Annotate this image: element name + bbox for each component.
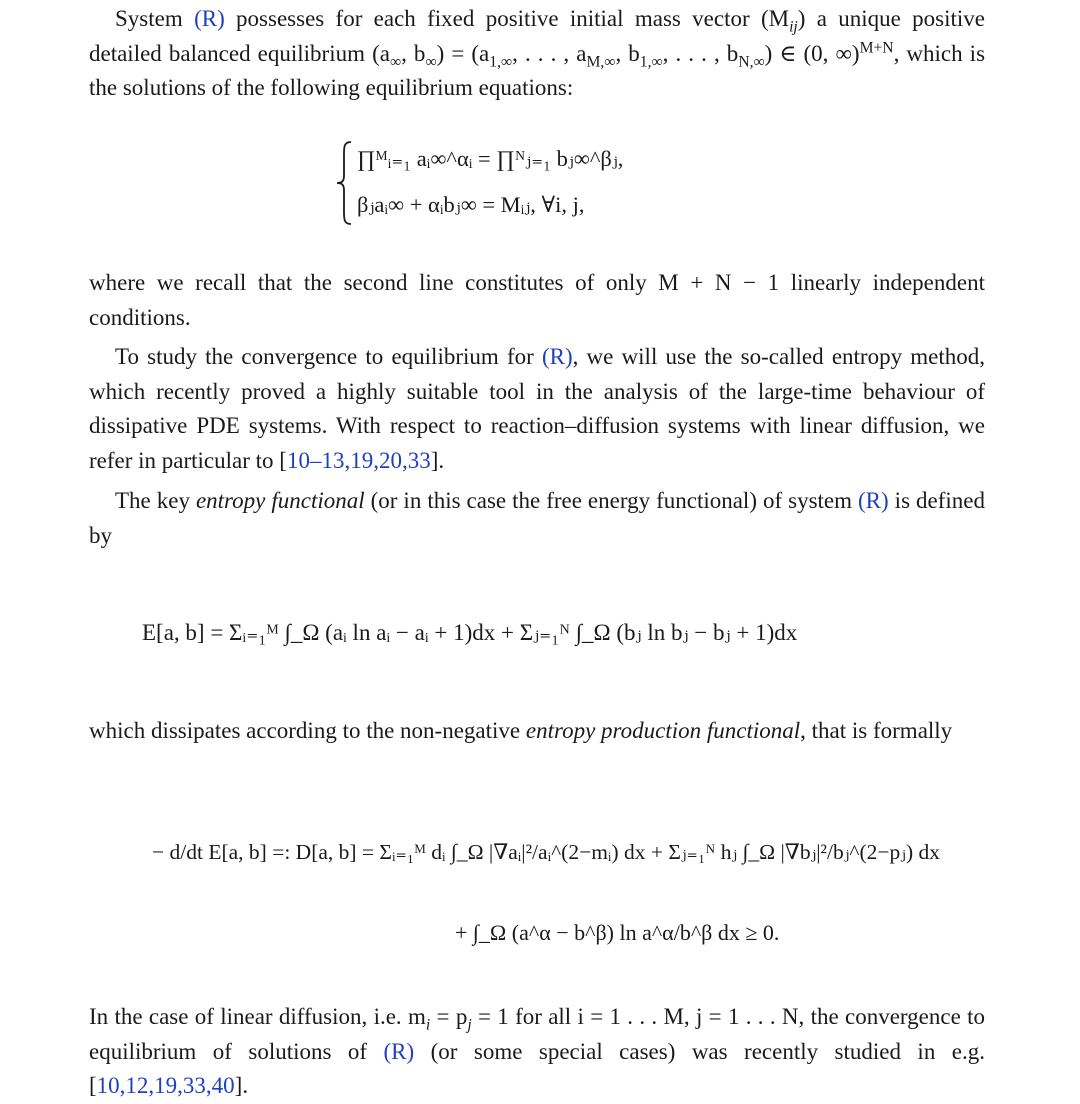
system-R-link[interactable]: (R): [541, 344, 573, 369]
text: ].: [430, 447, 445, 473]
subscript: 1,∞: [639, 53, 663, 71]
equation-line-2: βⱼaᵢ∞ + αᵢbⱼ∞ = Mᵢⱼ, ∀i, j,: [357, 192, 585, 217]
subscript: 1,∞: [489, 53, 513, 71]
text: The key: [115, 488, 196, 513]
subscript: ∞: [389, 53, 402, 71]
text: , . . . , b: [662, 40, 739, 66]
text: possesses for each fixed positive initial mass vector (M: [224, 6, 790, 31]
emphasis: entropy production functional: [525, 718, 801, 743]
system-R-link[interactable]: (R): [194, 6, 225, 31]
text: (or in this case the free energy functional) of system: [364, 488, 859, 513]
subscript: M,∞: [586, 53, 616, 71]
text: , that is formally: [800, 718, 953, 743]
text: ].: [234, 1073, 249, 1098]
citation-link[interactable]: 10–13,19,20,33: [286, 447, 431, 473]
text: (or some special cases) was recently studied in e.g. [: [89, 1038, 985, 1098]
text: , . . . , a: [512, 40, 587, 66]
emphasis: entropy functional: [195, 488, 365, 513]
text: System: [115, 6, 195, 31]
text: To study the convergence to equilibrium for: [115, 344, 542, 369]
equation-entropy-production-line-2: + ∫_Ω (a^α − b^β) ln a^α/b^β dx ≥ 0.: [455, 920, 780, 945]
paragraph-entropy-functional: [89, 484, 985, 553]
subscript: N,∞: [738, 53, 765, 71]
system-R-link[interactable]: (R): [383, 1038, 415, 1064]
subscript: ij: [789, 18, 798, 36]
equation-entropy-production-line-1: − d/dt E[a, b] =: D[a, b] = Σᵢ₌₁ᴹ dᵢ ∫_Ω |∇aᵢ|²/aᵢ^(2−mᵢ) dx + Σⱼ₌₁ᴺ hⱼ ∫_Ω |∇bⱼ|²/bⱼ^(2−pⱼ) dx: [152, 840, 940, 864]
paragraph-linear-conditions: where we recall that the second line constitutes of only M + N − 1 linearly independent conditions.: [89, 270, 985, 330]
text: which dissipates according to the non-negative: [89, 718, 526, 743]
text: ) ∈ (0, ∞): [764, 40, 860, 66]
equation-entropy-functional: E[a, b] = Σᵢ₌₁ᴹ ∫_Ω (aᵢ ln aᵢ − aᵢ + 1)dx + Σⱼ₌₁ᴺ ∫_Ω (bⱼ ln bⱼ − bⱼ + 1)dx: [142, 620, 798, 645]
left-brace: [335, 140, 355, 226]
system-R-link[interactable]: (R): [858, 488, 889, 513]
text: In the case of linear diffusion, i.e. m: [89, 1004, 426, 1029]
text: , b: [401, 40, 426, 66]
text: ) a unique positive detailed balanced equilibrium (a: [89, 6, 986, 66]
citation-link[interactable]: 10,12,19,33,40: [96, 1073, 235, 1098]
superscript: M+N: [859, 38, 894, 56]
paragraph-entropy-method: [89, 340, 985, 478]
subscript: ∞: [425, 53, 437, 71]
text: is defined by: [89, 488, 985, 548]
paragraph-entropy-production: [89, 714, 985, 749]
paragraph-linear-diffusion: [89, 1000, 985, 1104]
subscript: i: [425, 1016, 431, 1034]
text: , which is the solutions of the following equilibrium equations:: [89, 40, 986, 100]
text: , b: [615, 40, 640, 66]
text: , we will use the so-called entropy method, which recently proved a highly suitable tool in the analysis of the large-time behaviour of dissipative PDE systems. With respect to reaction–diffusion systems with linear diffusion, we refer in particular to [: [89, 344, 985, 473]
equation-line-1: ∏ᴹᵢ₌₁ aᵢ∞^αᵢ = ∏ᴺⱼ₌₁ bⱼ∞^βⱼ,: [357, 146, 624, 171]
text: = p: [430, 1004, 468, 1029]
subscript: j: [467, 1016, 472, 1034]
paragraph-equilibrium-intro: [89, 2, 985, 106]
text: ) = (a: [436, 40, 490, 66]
text: = 1 for all i = 1 . . . M, j = 1 . . . N, the convergence to equilibrium of solutions of: [89, 1004, 985, 1064]
